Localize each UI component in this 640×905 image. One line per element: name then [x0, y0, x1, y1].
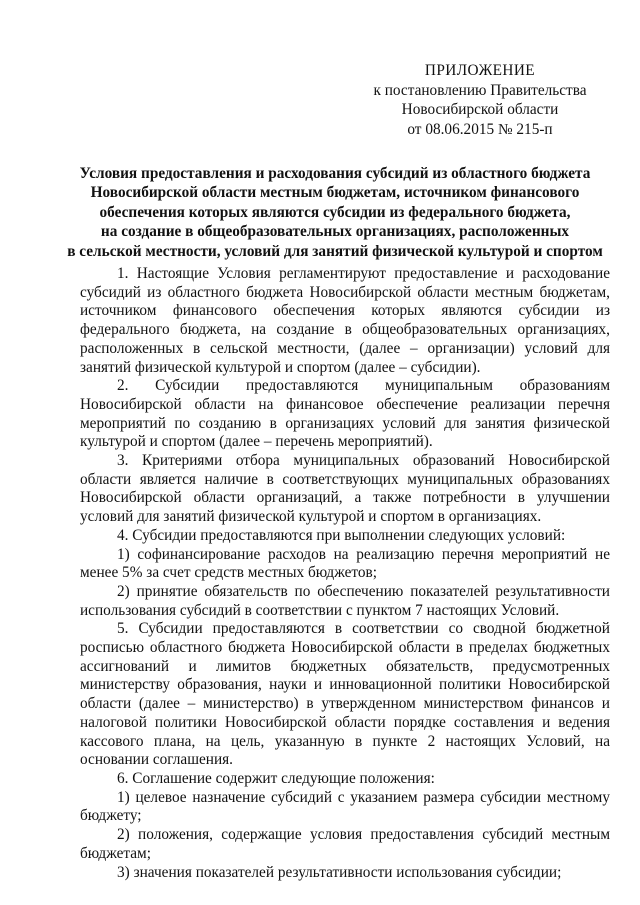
appendix-line-2: Новосибирской области [401, 101, 559, 118]
paragraph-6-item-1: 1) целевое назначение субсидий с указанием размера субсидии местному бюджету; [80, 788, 610, 825]
title-line: в сельской местности, условий для занятий физической культурой и спортом [67, 242, 603, 260]
title-line: Условия предоставления и расходования субсидий из областного бюджета [79, 165, 591, 182]
document-body [80, 265, 610, 882]
appendix-line-3: от 08.06.2015 № 215-п [407, 120, 553, 138]
paragraph-4-item-2: 2) принятие обязательств по обеспечению показателей результативности использования субсидий в соответствии с пунктом 7 настоящих Условий. [80, 582, 610, 619]
appendix-line-1: к постановлению Правительства [373, 81, 587, 99]
paragraph-6: 6. Соглашение содержит следующие положения: [117, 769, 435, 787]
title-line: Новосибирской области местным бюджетам, источником финансового [90, 184, 580, 202]
paragraph-5: 5. Субсидии предоставляются в соответствии со сводной бюджетной росписью областного бюджета Новосибирской области в пределах бюджетных ассигнований и лимитов бюджетных обязательств, предусмотренных министерству образования, науки и инновационной политики Новосибирской области (далее – министерство) в утвержденном министерством финансов и налоговой политики Новосибирской области порядке составления и ведения кассового плана, на цель, указанную в пункте 2 настоящих Условий, на основании соглашения. [80, 620, 610, 769]
paragraph-4-item-1: 1) софинансирование расходов на реализацию перечня мероприятий не менее 5% за счет средств местных бюджетов; [80, 545, 610, 582]
title-line: на создание в общеобразовательных организациях, расположенных [100, 223, 570, 241]
paragraph-6-item-3: 3) значения показателей результативности использования субсидии; [117, 863, 562, 881]
title-line: обеспечения которых являются субсидии из федерального бюджета, [99, 203, 571, 221]
paragraph-3: 3. Критериями отбора муниципальных образований Новосибирской области является наличие в соответствующих муниципальных образованиях Новосибирской области организаций, а также потребности в улучшении условий для занятий физической культурой и спортом в организациях. [80, 452, 610, 526]
paragraph-1: 1. Настоящие Условия регламентируют предоставление и расходование субсидий из областного бюджета Новосибирской области местным бюджетам, источником финансового обеспечения которых являются субсидии из федерального бюджета, на создание в общеобразовательных организациях, расположенных в сельской местности, (далее – организации) условий для занятий физической культурой и спортом (далее – субсидии). [80, 265, 610, 376]
appendix-heading: ПРИЛОЖЕНИЕ [424, 62, 536, 79]
paragraph-4: 4. Субсидии предоставляются при выполнении следующих условий: [117, 526, 566, 544]
paragraph-6-item-2: 2) положения, содержащие условия предоставления субсидий местным бюджетам; [80, 826, 610, 862]
document-title [60, 164, 610, 261]
paragraph-2: 2. Субсидии предоставляются муниципальным образованиям Новосибирской области на финансовое обеспечение реализации перечня мероприятий по созданию в организациях условий для занятия физической культурой и спортом (далее – перечень мероприятий). [80, 377, 610, 451]
appendix-block [360, 61, 600, 139]
